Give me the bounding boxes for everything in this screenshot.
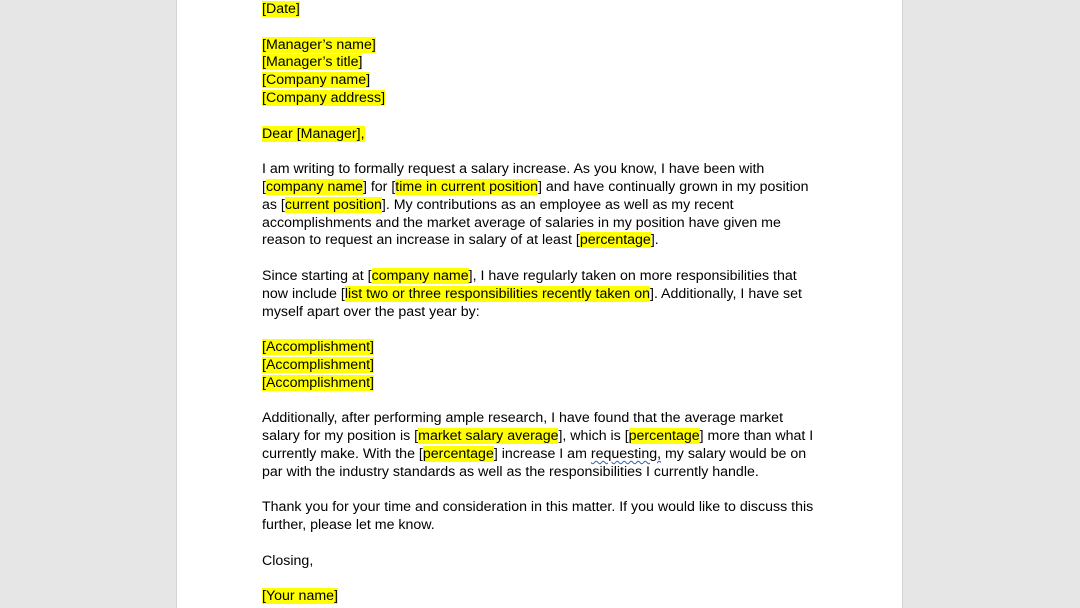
- p2-text: Since starting at [: [262, 267, 372, 284]
- your-name-placeholder: [Your name]: [262, 588, 338, 605]
- p3-text: salary for my position is [: [262, 428, 419, 445]
- p1-text: ].: [650, 232, 659, 249]
- percentage-field: percentage: [579, 232, 651, 249]
- paragraph-4: [262, 499, 827, 535]
- paragraph-3: [262, 410, 827, 481]
- accomplishment-item: [Accomplishment]: [262, 356, 374, 373]
- accomplishment-item: [Accomplishment]: [262, 374, 374, 391]
- p3-text: ] increase I am: [493, 445, 591, 462]
- p1-text: reason to request an increase in salary of at least [: [262, 232, 580, 249]
- company-name-field: company name: [371, 267, 469, 284]
- p2-text: ], I have regularly taken on more responsibilities that: [468, 267, 797, 284]
- p3-text: ] more than what I: [699, 428, 814, 445]
- accomplishment-list: [262, 339, 827, 392]
- paragraph-1: [262, 161, 827, 250]
- salutation: Dear [Manager],: [262, 125, 365, 142]
- manager-name-placeholder: [Manager’s name]: [262, 36, 376, 53]
- p1-text: as [: [262, 196, 285, 213]
- closing: Closing,: [262, 552, 314, 569]
- percentage-field: percentage: [422, 445, 494, 462]
- letter-body[interactable]: [262, 0, 827, 606]
- time-in-position-field: time in current position: [395, 178, 539, 195]
- date-placeholder: [Date]: [262, 1, 300, 17]
- company-name-field: company name: [265, 178, 363, 195]
- responsibilities-field: list two or three responsibilities recently taken on: [344, 285, 650, 302]
- p1-text: ]. My contributions as an employee as well as my recent: [381, 196, 734, 213]
- paragraph-2: [262, 268, 827, 321]
- p3-line-1: Additionally, after performing ample research, I have found that the average market: [262, 410, 784, 427]
- company-name-placeholder: [Company name]: [262, 72, 371, 89]
- p3-text: my salary would be on: [661, 445, 807, 462]
- p3-line-4: par with the industry standards as well as the responsibilities I currently handle.: [262, 463, 759, 480]
- company-address-placeholder: [Company address]: [262, 89, 386, 106]
- p2-line-3: myself apart over the past year by:: [262, 303, 480, 320]
- accomplishment-item: [Accomplishment]: [262, 339, 374, 356]
- p2-text: ]. Additionally, I have set: [650, 285, 802, 302]
- p3-text: ], which is [: [558, 428, 629, 445]
- grammar-flagged-word[interactable]: requesting,: [590, 445, 662, 462]
- p1-line-1: I am writing to formally request a salary increase. As you know, I have been with: [262, 161, 765, 178]
- p4-line-2: further, please let me know.: [262, 517, 435, 534]
- p1-text: ] for [: [362, 178, 396, 195]
- p1-text: ] and have continually grown in my position: [538, 178, 809, 195]
- document-page[interactable]: [176, 0, 903, 608]
- p4-line-1: Thank you for your time and consideration in this matter. If you would like to discuss this: [262, 499, 814, 516]
- p1-line-4: accomplishments and the market average of salaries in my position have given me: [262, 214, 781, 231]
- market-salary-field: market salary average: [418, 428, 559, 445]
- p1-text: [: [262, 178, 266, 195]
- percentage-field: percentage: [628, 428, 700, 445]
- p2-text: now include [: [262, 285, 345, 302]
- manager-title-placeholder: [Manager’s title]: [262, 54, 363, 71]
- p3-text: currently make. With the [: [262, 445, 423, 462]
- current-position-field: current position: [284, 196, 382, 213]
